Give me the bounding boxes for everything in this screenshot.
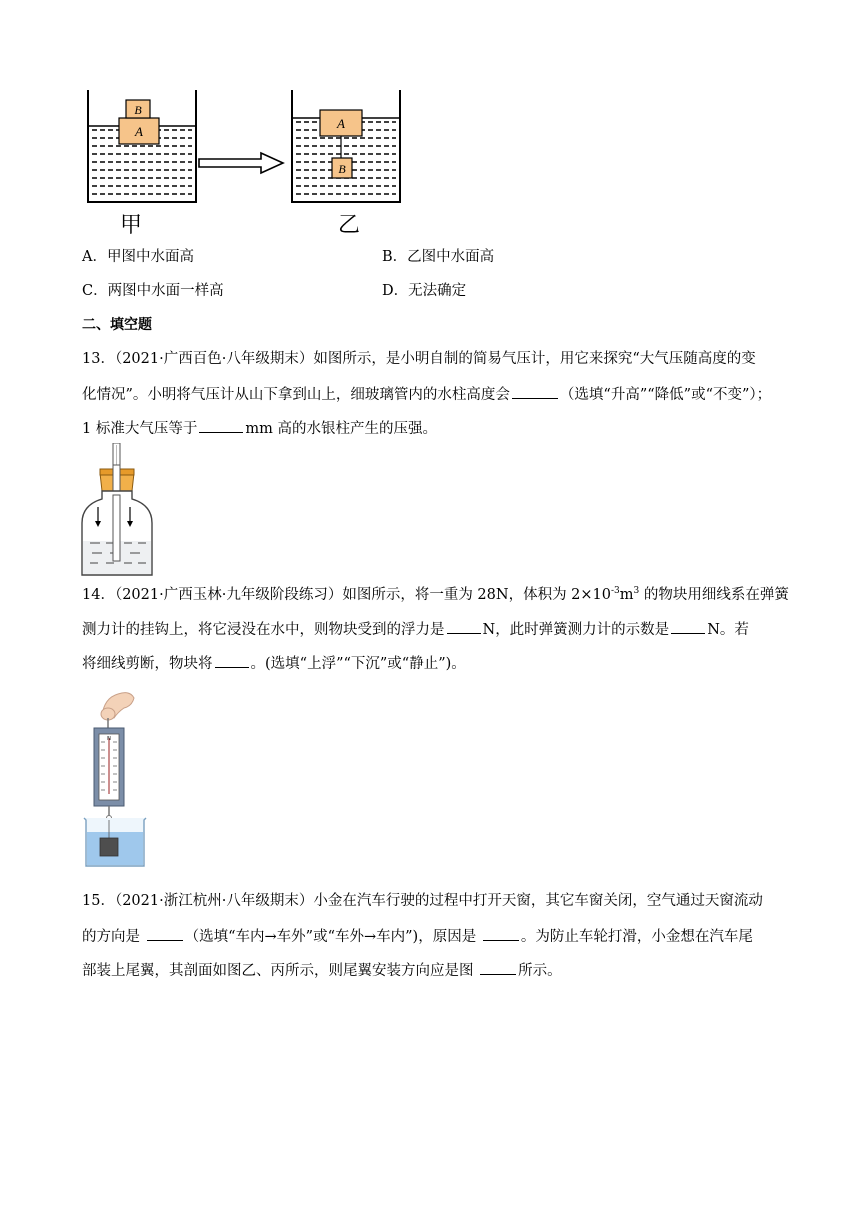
- block-a-label: A: [135, 124, 143, 139]
- scale-unit-label: N: [107, 736, 111, 742]
- q15-line-3: 部装上尾翼，其剖面如图乙、丙所示，则尾翼安装方向应是图 所示。: [82, 963, 562, 979]
- arrow-icon: [197, 150, 287, 176]
- q13-line-2: 化情况”。小明将气压计从山下拿到山上，细玻璃管内的水柱高度会 （选填“升高”“降低”或“不变”）；: [82, 387, 772, 403]
- option-key: A．: [82, 249, 107, 265]
- block-b-label: B: [338, 162, 346, 176]
- spring-scale-figure: [82, 688, 150, 870]
- answer-blank[interactable]: [480, 962, 516, 975]
- q13-line-1: 13．（2021·广西百色·八年级期末）如图所示，是小明自制的简易气压计，用它来探究“大气压随高度的变: [82, 351, 756, 367]
- figure-label-jia: 甲: [120, 213, 143, 236]
- answer-blank[interactable]: [512, 386, 558, 399]
- option-d[interactable]: [382, 284, 466, 299]
- section-title: 二、填空题: [82, 317, 152, 333]
- answer-blank[interactable]: [671, 621, 705, 634]
- barometer-figure: [80, 443, 154, 579]
- answer-blank[interactable]: [199, 420, 243, 433]
- block-a-label: A: [337, 116, 345, 131]
- option-text: 甲图中水面高: [106, 249, 194, 265]
- option-text: 乙图中水面高: [407, 249, 495, 265]
- q15-line-2: 的方向是 （选填“车内→车外”或“车外→车内”)，原因是 。为防止车轮打滑，小金想在汽车尾: [82, 929, 753, 945]
- option-key: C．: [82, 283, 108, 299]
- q12-figure-yi: [286, 88, 406, 236]
- option-c[interactable]: [82, 284, 224, 299]
- option-a[interactable]: [82, 250, 194, 265]
- block-b-label: B: [134, 103, 142, 117]
- q14-line-3: 将细线剪断，物块将 。(选填“上浮”“下沉”或“静止”)。: [82, 656, 466, 672]
- answer-blank[interactable]: [483, 928, 519, 941]
- q14-line-2: 测力计的挂钩上，将它浸没在水中，则物块受到的浮力是 N，此时弹簧测力计的示数是 N。若: [82, 622, 749, 638]
- q14-line-1: 14．（2021·广西玉林·九年级阶段练习）如图所示，将一重为 28N，体积为 $2\times 10^{-3}m^3$ 的物块用细线系在弹簧: [82, 586, 789, 603]
- option-text: 无法确定: [408, 283, 467, 299]
- answer-blank[interactable]: [147, 928, 183, 941]
- q12-figure-jia: [82, 88, 202, 236]
- option-b[interactable]: [382, 250, 494, 265]
- q15-line-1: 15．（2021·浙江杭州·八年级期末）小金在汽车行驶的过程中打开天窗，其它车窗关闭，空气通过天窗流动: [82, 893, 763, 909]
- figure-label-yi: 乙: [338, 213, 361, 236]
- answer-blank[interactable]: [447, 621, 481, 634]
- answer-blank[interactable]: [215, 655, 249, 668]
- option-key: B．: [382, 249, 408, 265]
- option-text: 两图中水面一样高: [107, 283, 224, 299]
- option-key: D．: [382, 283, 409, 299]
- q13-line-3: 1 标准大气压等于 mm 高的水银柱产生的压强。: [82, 421, 437, 437]
